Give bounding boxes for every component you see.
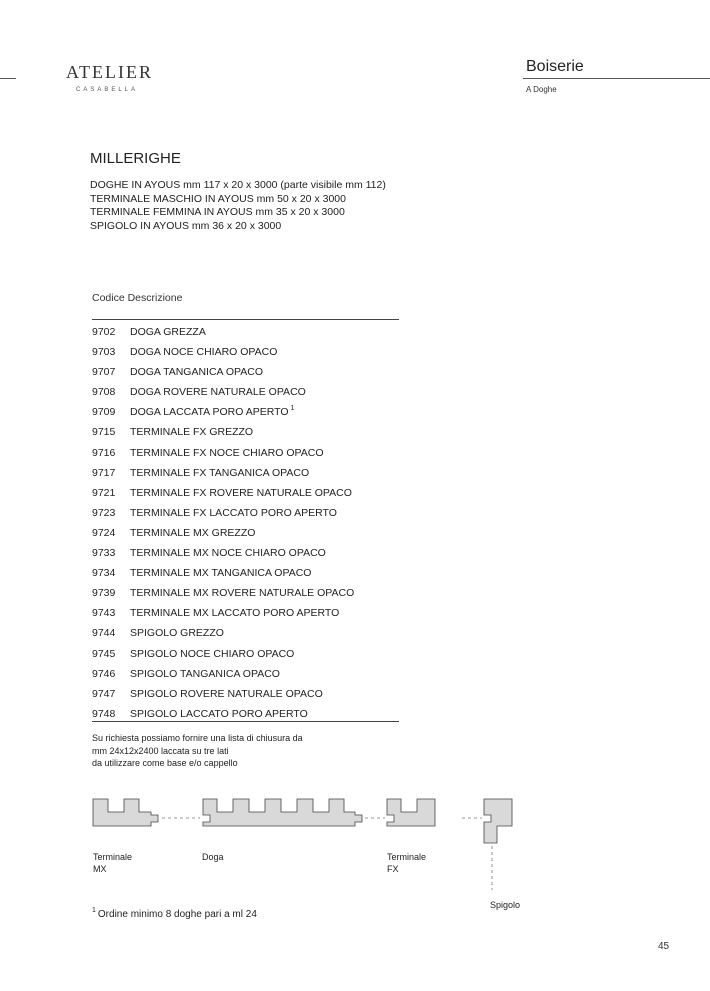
spec-line: TERMINALE MASCHIO IN AYOUS mm 50 x 20 x 3000	[90, 192, 346, 205]
table-header: Codice Descrizione	[92, 292, 183, 304]
product-title: MILLERIGHE	[90, 150, 181, 167]
row-desc: DOGA GREZZA	[130, 326, 206, 338]
row-code: 9743	[92, 607, 116, 620]
row-desc: TERMINALE MX ROVERE NATURALE OPACO	[130, 587, 355, 600]
row-desc: DOGA TANGANICA OPACO	[130, 366, 264, 379]
row-desc: TERMINALE FX TANGANICA OPACO	[130, 466, 310, 479]
section-subtitle: A Doghe	[526, 85, 557, 94]
caption-line: Terminale	[93, 852, 133, 862]
row-code: 9745	[92, 647, 116, 660]
row-code: 9717	[92, 466, 116, 479]
terminale-fx-profile	[387, 799, 435, 826]
caption-line: Terminale	[387, 852, 427, 862]
caption-terminale-fx	[387, 851, 426, 875]
caption-line: FX	[387, 864, 399, 874]
row-code: 9734	[92, 567, 116, 580]
footnote-ref: 1	[290, 405, 295, 413]
row-code: 9721	[92, 486, 116, 499]
doga-profile	[203, 799, 362, 826]
footnote-mark: 1	[92, 907, 96, 914]
spec-line: DOGHE IN AYOUS mm 117 x 20 x 3000 (parte visibile mm 112)	[90, 179, 386, 191]
caption-line: MX	[93, 864, 107, 874]
spec-line: SPIGOLO IN AYOUS mm 36 x 20 x 3000	[90, 219, 282, 232]
caption-terminale-mx	[93, 851, 132, 875]
terminale-mx-profile	[93, 799, 158, 826]
row-desc: TERMINALE MX LACCATO PORO APERTO	[130, 607, 340, 620]
brand-name: ATELIER	[66, 62, 153, 82]
row-desc: DOGA ROVERE NATURALE OPACO	[130, 386, 306, 399]
note-line: Su richiesta possiamo fornire una lista di chiusura da	[92, 733, 303, 743]
row-code: 9715	[92, 426, 116, 439]
row-desc: TERMINALE FX LACCATO PORO APERTO	[130, 506, 337, 519]
row-desc: TERMINALE MX NOCE CHIARO OPACO	[130, 547, 326, 560]
row-desc: TERMINALE FX ROVERE NATURALE OPACO	[130, 486, 352, 499]
row-desc: SPIGOLO GREZZO	[130, 627, 224, 640]
row-code: 9748	[92, 707, 116, 720]
row-desc: TERMINALE FX NOCE CHIARO OPACO	[130, 446, 324, 459]
row-code: 9703	[92, 346, 116, 359]
section-title: Boiserie	[526, 58, 584, 75]
spec-line: TERMINALE FEMMINA IN AYOUS mm 35 x 20 x 3000	[90, 206, 345, 218]
page-number: 45	[658, 941, 670, 952]
note-line: da utilizzare come base e/o cappello	[92, 758, 238, 768]
footnote-text: Ordine minimo 8 doghe pari a ml 24	[97, 909, 257, 920]
row-desc: SPIGOLO ROVERE NATURALE OPACO	[130, 687, 323, 700]
row-code: 9707	[92, 366, 116, 379]
note-line: mm 24x12x2400 laccata su tre lati	[92, 745, 229, 756]
caption-doga: Doga	[202, 852, 224, 862]
profile-shapes	[93, 799, 512, 843]
row-code: 9744	[92, 627, 116, 640]
row-code: 9716	[92, 446, 116, 459]
row-code: 9747	[92, 687, 116, 700]
row-desc: DOGA LACCATA PORO APERTO	[130, 406, 289, 419]
row-code: 9746	[92, 667, 116, 680]
row-desc: TERMINALE MX TANGANICA OPACO	[130, 567, 312, 580]
row-desc: TERMINALE MX GREZZO	[130, 526, 256, 539]
brand-sub: CASABELLA	[75, 87, 139, 93]
footnote	[92, 909, 257, 920]
caption-spigolo: Spigolo	[490, 900, 521, 910]
row-desc: SPIGOLO NOCE CHIARO OPACO	[130, 647, 295, 660]
row-desc: SPIGOLO TANGANICA OPACO	[130, 667, 280, 680]
row-desc: SPIGOLO LACCATO PORO APERTO	[130, 707, 308, 720]
row-code: 9723	[92, 506, 116, 519]
spigolo-profile	[484, 799, 512, 843]
row-desc: DOGA NOCE CHIARO OPACO	[130, 346, 278, 359]
row-code: 9708	[92, 386, 116, 399]
row-code: 9724	[92, 526, 116, 539]
row-code: 9733	[92, 547, 116, 560]
row-code: 9702	[92, 326, 116, 338]
row-code: 9709	[92, 406, 116, 419]
row-code: 9739	[92, 587, 116, 600]
row-desc: TERMINALE FX GREZZO	[130, 426, 254, 439]
